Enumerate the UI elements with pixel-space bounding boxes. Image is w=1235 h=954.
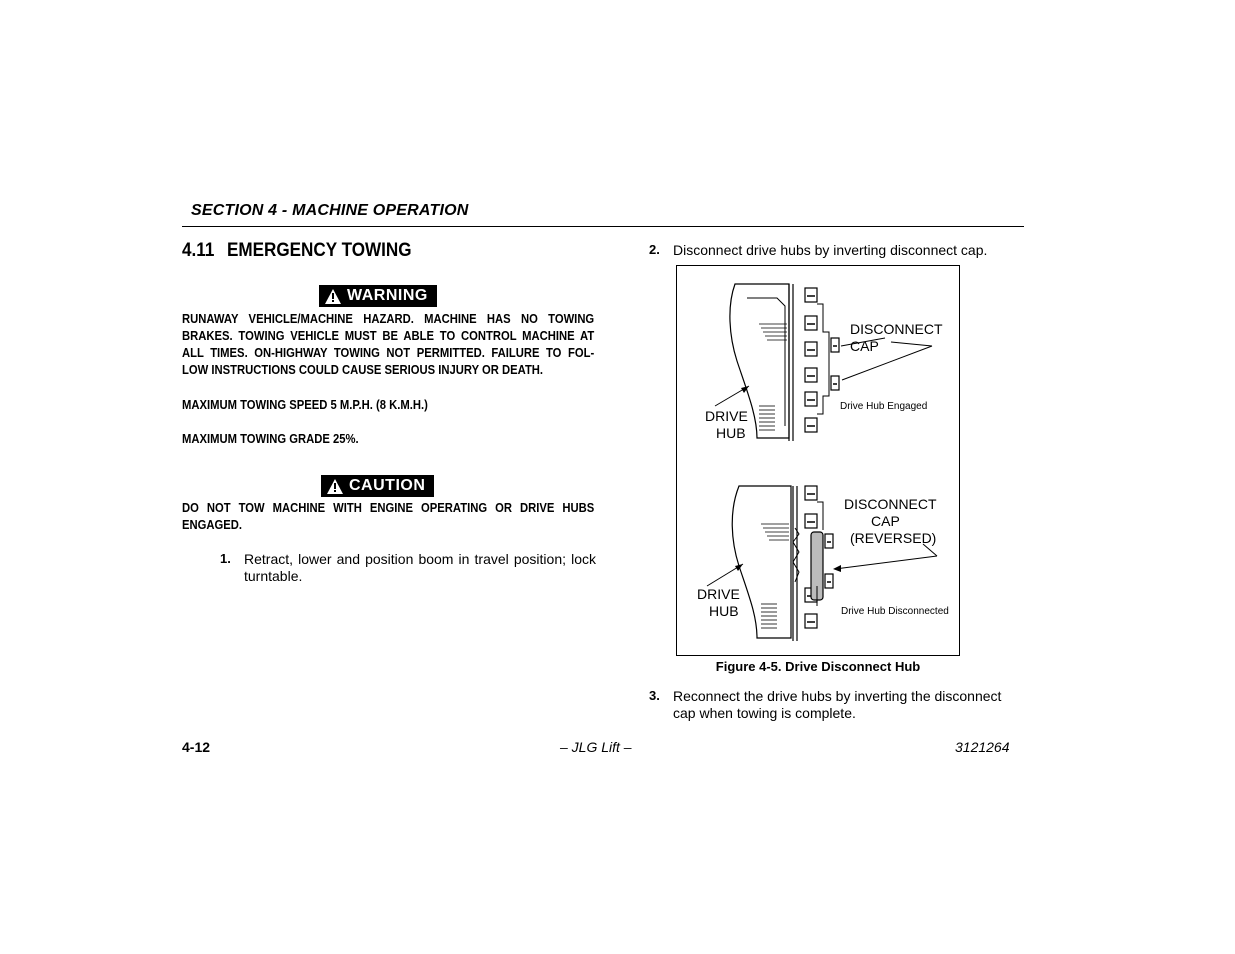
step-line: Retract, lower and position boom in travel position; lock — [244, 551, 596, 567]
step-line: Reconnect the drive hubs by inverting the disconnect — [673, 688, 1002, 704]
step-line: turntable. — [244, 568, 303, 584]
warning-line: ALL TIMES. ON-HIGHWAY TOWING NOT PERMITTED. FAILURE TO FOL- — [182, 346, 595, 360]
warning-text — [182, 311, 594, 379]
bottom-cap-label-1: DISCONNECT — [844, 496, 937, 512]
section-heading — [182, 240, 412, 262]
top-hub-label-1: DRIVE — [705, 408, 748, 424]
step-number: 3. — [649, 688, 660, 703]
document-number: 3121264 — [955, 739, 1010, 755]
caution-line: ENGAGED. — [182, 518, 243, 532]
footer-brand: – JLG Lift – — [560, 739, 632, 755]
step-number: 1. — [220, 551, 231, 566]
warning-icon — [327, 479, 343, 494]
step-line: cap when towing is complete. — [673, 705, 856, 721]
caution-line: DO NOT TOW MACHINE WITH ENGINE OPERATING OR DRIVE HUBS — [182, 501, 595, 515]
figure-caption: Figure 4-5. Drive Disconnect Hub — [715, 659, 921, 674]
caution-badge — [321, 475, 434, 497]
warning-badge — [319, 285, 437, 307]
bottom-hub-label-2: HUB — [709, 603, 739, 619]
caution-text — [182, 500, 594, 534]
step-3-text — [673, 688, 1013, 722]
warning-line: LOW INSTRUCTIONS COULD CAUSE SERIOUS INJURY OR DEATH. — [182, 363, 544, 377]
section-title: SECTION 4 - MACHINE OPERATION — [191, 202, 469, 219]
warning-line: BRAKES. TOWING VEHICLE MUST BE ABLE TO CONTROL MACHINE AT — [182, 329, 595, 343]
top-state-label: Drive Hub Engaged — [840, 401, 928, 412]
top-hub-label-2: HUB — [716, 425, 746, 441]
bottom-cap-label-2: CAP — [871, 513, 900, 529]
max-grade-text: MAXIMUM TOWING GRADE 25%. — [182, 432, 359, 446]
caution-badge-label: CAUTION — [349, 477, 426, 494]
bottom-hub-label-1: DRIVE — [697, 586, 740, 602]
section-heading-text: EMERGENCY TOWING — [226, 240, 412, 261]
bottom-state-label: Drive Hub Disconnected — [841, 606, 949, 617]
step-2-text: Disconnect drive hubs by inverting disconnect cap. — [673, 242, 988, 258]
warning-line: RUNAWAY VEHICLE/MACHINE HAZARD. MACHINE HAS NO TOWING — [182, 312, 595, 326]
header-rule — [182, 226, 1024, 227]
warning-badge-label: WARNING — [347, 287, 428, 304]
bottom-cap-label-3: (REVERSED) — [850, 530, 937, 546]
page-number: 4-12 — [182, 739, 211, 755]
section-number: 4.11 — [182, 240, 215, 261]
top-cap-label-1: DISCONNECT — [850, 321, 943, 337]
warning-icon — [325, 289, 341, 304]
step-number: 2. — [649, 242, 660, 257]
step-1-text — [244, 551, 596, 585]
top-cap-label-2: CAP — [850, 338, 879, 354]
max-speed-text: MAXIMUM TOWING SPEED 5 M.P.H. (8 K.M.H.) — [182, 398, 428, 412]
figure-frame — [676, 265, 960, 656]
drive-hub-diagram — [677, 266, 959, 655]
